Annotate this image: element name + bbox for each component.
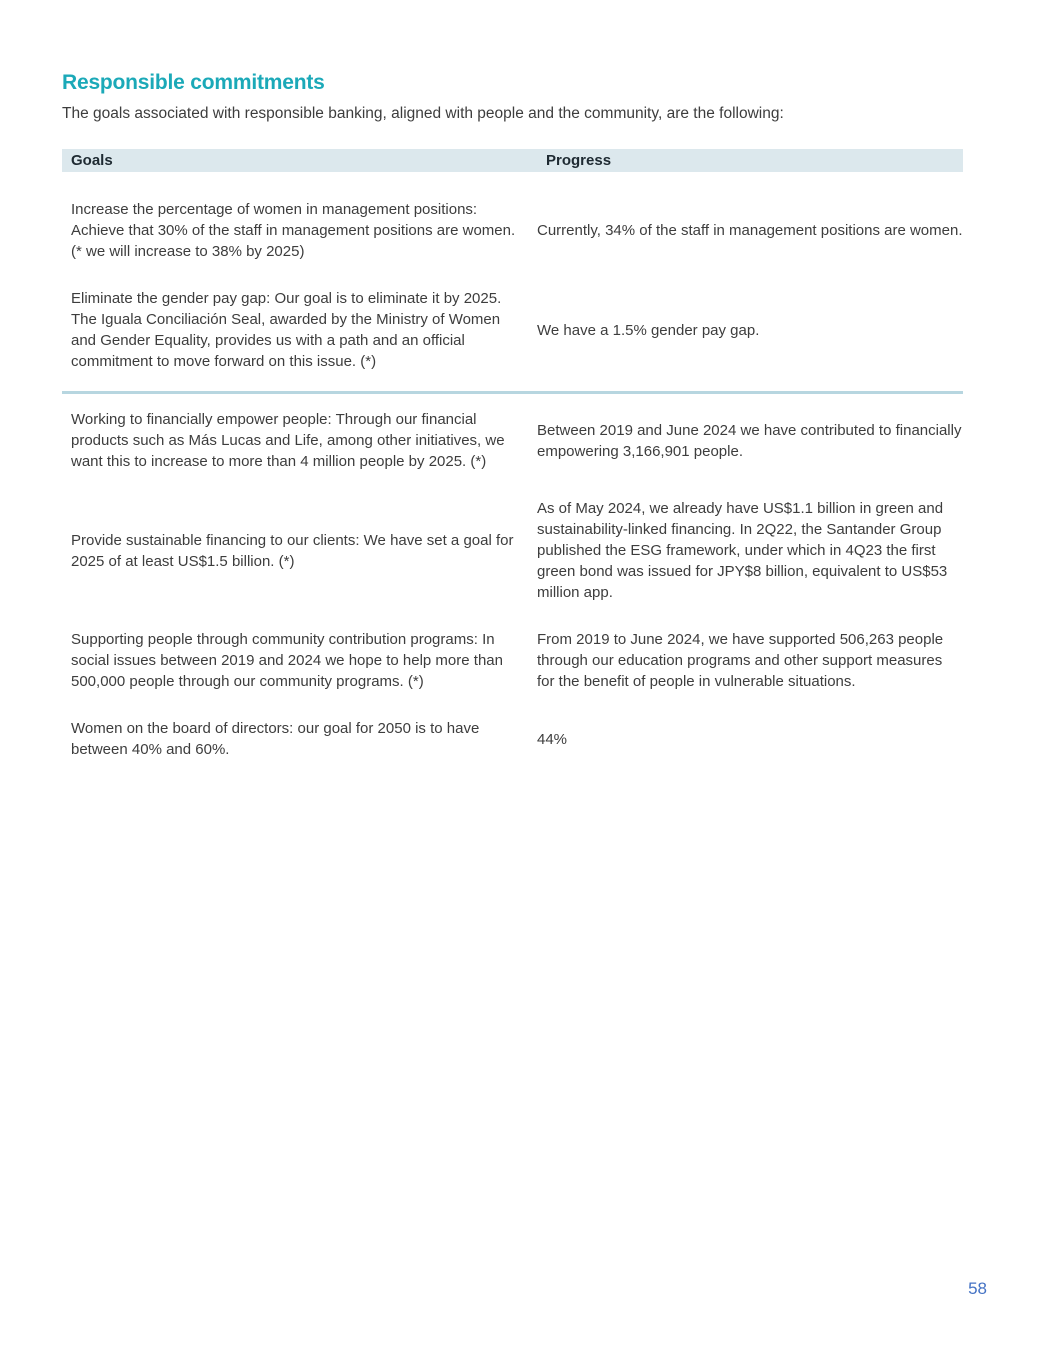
progress-cell: Currently, 34% of the staff in management positions are women. <box>537 222 963 239</box>
progress-cell: 44% <box>537 730 568 748</box>
page-number: 58 <box>968 1279 987 1298</box>
progress-cell: Between 2019 and June 2024 we have contributed to financially empowering 3,166,901 people. <box>537 421 962 460</box>
table-row <box>62 396 963 485</box>
table-row <box>62 275 963 385</box>
page-title: Responsible commitments <box>62 71 325 94</box>
column-header-progress: Progress <box>546 152 612 169</box>
goal-cell: Eliminate the gender pay gap: Our goal is to eliminate it by 2025. The Iguala Conciliación Seal, awarded by the Ministry of Women and Gender Equality, provides us with a path and an official commitment to move forward on this issue. (*) <box>71 290 502 370</box>
goals-progress-table <box>62 149 963 773</box>
table-row <box>62 186 963 275</box>
goal-cell: Women on the board of directors: our goal for 2050 is to have between 40% and 60%. <box>71 720 480 758</box>
column-header-goals: Goals <box>71 152 113 169</box>
table-header-row <box>62 149 963 172</box>
table-body <box>62 172 963 773</box>
goal-cell: Provide sustainable financing to our clients: We have set a goal for 2025 of at least US$1.5 billion. (*) <box>71 531 514 570</box>
document-page <box>62 70 963 773</box>
intro-paragraph: The goals associated with responsible banking, aligned with people and the community, are the following: <box>62 105 784 122</box>
table-row <box>62 705 963 773</box>
progress-cell: We have a 1.5% gender pay gap. <box>537 321 760 339</box>
section-divider-line <box>62 391 963 394</box>
progress-cell: As of May 2024, we already have US$1.1 billion in green and sustainability-linked financing. In 2Q22, the Santander Group published the ESG framework, under which in 4Q23 the first green bond was issued for JPY$8 billion, equivalent to US$53 million app. <box>537 500 948 601</box>
table-row <box>62 616 963 705</box>
progress-cell: From 2019 to June 2024, we have supported 506,263 people through our education programs and other support measures for the benefit of people in vulnerable situations. <box>537 631 944 690</box>
table-row <box>62 485 963 616</box>
goal-cell: Supporting people through community contribution programs: In social issues between 2019 and 2024 we hope to help more than 500,000 people through our community programs. (*) <box>71 631 503 690</box>
goal-cell: Working to financially empower people: Through our financial products such as Más Lucas and Life, among other initiatives, we want this to increase to more than 4 million people by 2025. (*) <box>71 411 505 470</box>
goal-cell: Increase the percentage of women in management positions: Achieve that 30% of the staff in management positions are women. (* we will increase to 38% by 2025) <box>71 201 516 260</box>
